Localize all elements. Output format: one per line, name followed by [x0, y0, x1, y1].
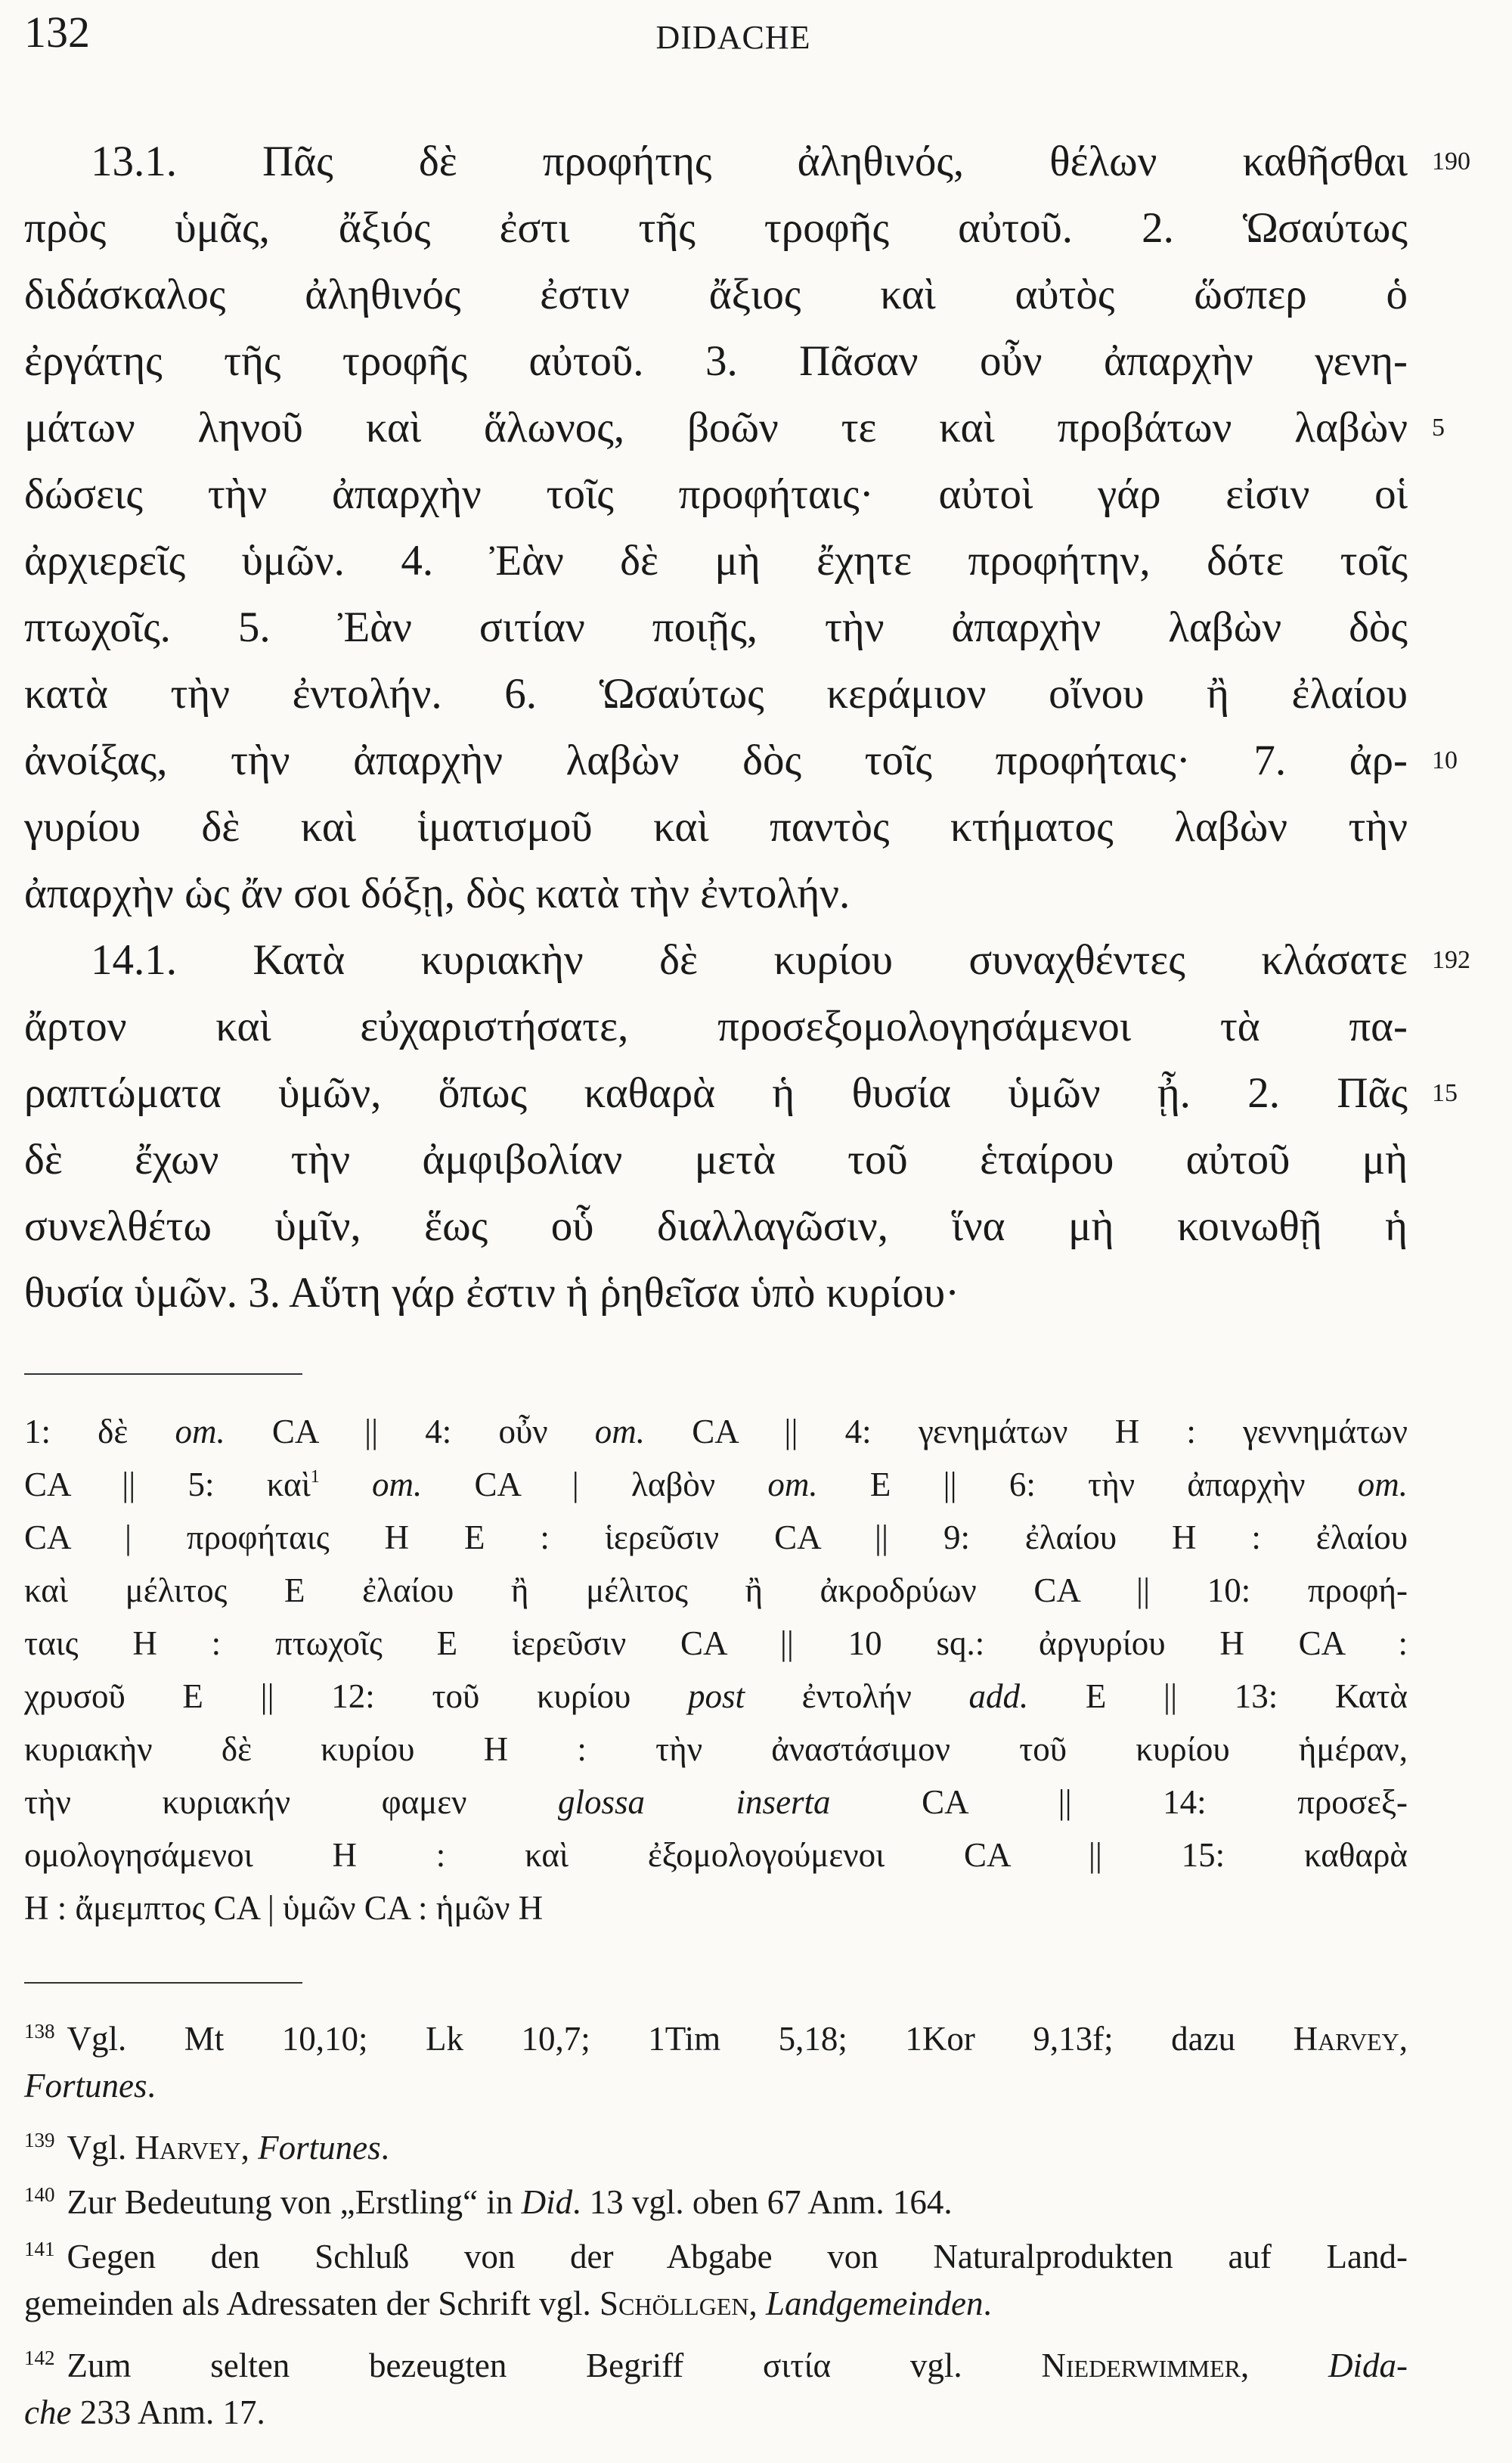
text-run: 233 Anm. 17. — [71, 2393, 265, 2431]
footnote-line — [24, 2058, 1408, 2113]
apparatus-separator — [24, 1373, 302, 1375]
text-run: , — [1241, 2347, 1329, 2384]
text-run: E || 13: Κατὰ — [1028, 1677, 1408, 1715]
critical-apparatus — [24, 1405, 1408, 1934]
author-name: Harvey — [1293, 2020, 1399, 2058]
apparatus-line — [24, 1723, 1408, 1776]
text-run: 1: δὲ — [24, 1413, 175, 1450]
italic-text: Did — [521, 2183, 573, 2221]
text-line — [24, 927, 1470, 994]
superscript: 1 — [310, 1467, 320, 1487]
apparatus-line — [24, 1511, 1408, 1564]
line-text: πρὸς ὑμᾶς, ἄξιός ἐστι τῆς τροφῆς αὐτοῦ. 2. Ὡσαύτως — [24, 204, 1408, 252]
text-line — [24, 661, 1408, 727]
footnotes — [24, 2004, 1408, 2440]
text-run: τὴν κυριακήν φαμεν — [24, 1783, 559, 1821]
italic-text: Fortunes — [24, 2067, 147, 2105]
text-line — [24, 461, 1408, 528]
text-line — [24, 328, 1408, 395]
margin-line-number: 15 — [1432, 1079, 1458, 1107]
text-run: . — [147, 2067, 156, 2105]
text-line — [24, 727, 1458, 794]
apparatus-line — [24, 1829, 1408, 1881]
text-run: κυριακὴν δὲ κυρίου H : τὴν ἀναστάσιμον τοῦ κυρίου ἡμέραν, — [24, 1730, 1408, 1768]
author-name: Schöllgen — [600, 2285, 749, 2322]
author-name: Harvey — [135, 2129, 241, 2167]
italic-text: om. — [1357, 1466, 1408, 1503]
text-run: CA | λαβὸν — [422, 1466, 768, 1503]
text-run: ταις H : πτωχοῖς E ἱερεῦσιν CA || 10 sq.: ἀργυρίου H CA : — [24, 1624, 1408, 1662]
apparatus-line — [24, 1776, 1408, 1829]
line-text: 13.1. Πᾶς δὲ προφήτης ἀληθινός, θέλων καθῆσθαι — [91, 138, 1408, 185]
footnote-number: 141 — [24, 2238, 55, 2260]
footnote-number: 139 — [24, 2129, 55, 2151]
text-run: , — [1399, 2020, 1408, 2058]
text-run — [320, 1466, 372, 1503]
text-line — [24, 1193, 1408, 1260]
line-text: ἀνοίξας, τὴν ἀπαρχὴν λαβὼν δὸς τοῖς προφήταις· 7. ἀρ- — [24, 737, 1408, 784]
line-text: πτωχοῖς. 5. Ἐὰν σιτίαν ποιῇς, τὴν ἀπαρχὴν λαβὼν δὸς — [24, 603, 1408, 651]
footnote-number: 140 — [24, 2183, 55, 2206]
text-run: . — [380, 2129, 389, 2167]
page-number: 132 — [24, 8, 90, 57]
text-run: . 13 vgl. oben 67 Anm. 164. — [572, 2183, 953, 2221]
margin-line-number: 10 — [1432, 746, 1458, 774]
text-run: gemeinden als Adressaten der Schrift vgl. — [24, 2285, 600, 2322]
text-line — [24, 129, 1470, 195]
apparatus-line — [24, 1670, 1408, 1723]
text-line — [24, 861, 1408, 927]
italic-text: che — [24, 2393, 72, 2431]
text-run: CA || 4: γενημάτων H : γεννημάτων — [645, 1413, 1408, 1450]
text-run: E || 6: τὴν ἀπαρχὴν — [817, 1466, 1358, 1503]
text-line — [24, 994, 1408, 1060]
text-line — [24, 262, 1408, 328]
text-run: ομολογησάμενοι H : καὶ ἐξομολογούμενοι CA || 15: καθαρὰ — [24, 1836, 1408, 1874]
line-text: δώσεις τὴν ἀπαρχὴν τοῖς προφήταις· αὐτοὶ γάρ εἰσιν οἱ — [24, 470, 1408, 518]
italic-text: Fortunes — [258, 2129, 381, 2167]
text-line — [24, 1127, 1408, 1193]
greek-main-text — [24, 129, 1470, 1326]
text-line — [24, 594, 1408, 661]
italic-text: om. — [372, 1466, 423, 1503]
text-run: , — [240, 2129, 259, 2167]
author-name: Niederwimmer — [1041, 2347, 1241, 2384]
line-text: διδάσκαλος ἀληθινός ἐστιν ἄξιος καὶ αὐτὸς ὥσπερ ὁ — [24, 271, 1408, 318]
line-text: ἐργάτης τῆς τροφῆς αὐτοῦ. 3. Πᾶσαν οὖν ἀπαρχὴν γενη- — [24, 337, 1408, 385]
margin-line-number: 5 — [1432, 414, 1445, 442]
apparatus-line — [24, 1405, 1408, 1458]
text-run: . — [983, 2285, 992, 2322]
footnote-number: 138 — [24, 2020, 55, 2043]
text-line — [24, 1260, 1408, 1326]
text-line — [24, 1060, 1458, 1127]
italic-text: om. — [175, 1413, 225, 1450]
footnote-line — [24, 2113, 1408, 2167]
apparatus-line — [24, 1617, 1408, 1670]
footnote-line — [24, 2167, 1408, 2222]
footnote-separator — [24, 1982, 302, 1984]
text-run: Zum selten bezeugten Begriff σιτία vgl. — [67, 2347, 1042, 2384]
line-text: δὲ ἔχων τὴν ἀμφιβολίαν μετὰ τοῦ ἑταίρου αὐτοῦ μὴ — [24, 1136, 1408, 1183]
line-text: συνελθέτω ὑμῖν, ἕως οὗ διαλλαγῶσιν, ἵνα μὴ κοινωθῇ ἡ — [24, 1202, 1408, 1250]
italic-text: add. — [968, 1677, 1029, 1715]
footnote-line — [24, 2004, 1408, 2058]
margin-line-number: 192 — [1432, 946, 1470, 974]
footnote-line — [24, 2276, 1408, 2331]
text-line — [24, 528, 1408, 594]
text-line — [24, 794, 1408, 861]
line-text: θυσία ὑμῶν. 3. Αὕτη γάρ ἐστιν ἡ ῥηθεῖσα ὑπὸ κυρίου· — [24, 1269, 960, 1317]
line-text: μάτων ληνοῦ καὶ ἅλωνος, βοῶν τε καὶ προβάτων λαβὼν — [24, 404, 1408, 451]
text-run: Gegen den Schluß von der Abgabe von Naturalprodukten auf Land- — [67, 2238, 1408, 2275]
italic-text: post — [687, 1677, 745, 1715]
line-text: κατὰ τὴν ἐντολήν. 6. Ὡσαύτως κεράμιον οἴνου ἢ ἐλαίου — [24, 670, 1408, 718]
text-run: χρυσοῦ E || 12: τοῦ κυρίου — [24, 1677, 688, 1715]
footnote-line — [24, 2385, 1408, 2440]
line-text: ἄρτον καὶ εὐχαριστήσατε, προσεξομολογησάμενοι τὰ πα- — [24, 1003, 1408, 1050]
italic-text: om. — [594, 1413, 646, 1450]
text-line — [24, 195, 1408, 262]
italic-text: Dida- — [1328, 2347, 1408, 2384]
text-run: ἐντολήν — [744, 1677, 969, 1715]
text-run: CA | προφήταις H E : ἱερεῦσιν CA || 9: ἐλαίου H : ἐλαίου — [24, 1518, 1408, 1556]
text-run: Zur Bedeutung von „Erstling“ in — [67, 2183, 522, 2221]
text-run: CA || 4: οὖν — [225, 1413, 595, 1450]
italic-text: Landgemeinden — [766, 2285, 984, 2322]
line-text: ἀρχιερεῖς ὑμῶν. 4. Ἐὰν δὲ μὴ ἔχητε προφήτην, δότε τοῖς — [24, 537, 1408, 585]
text-run: H : ἄμεμπτος CA | ὑμῶν CA : ἡμῶν H — [24, 1889, 544, 1927]
margin-line-number: 190 — [1432, 147, 1470, 175]
footnote-number: 142 — [24, 2347, 55, 2369]
text-run: Vgl. Mt 10,10; Lk 10,7; 1Tim 5,18; 1Kor 9,13f; dazu — [67, 2020, 1294, 2058]
text-run: Vgl. — [67, 2129, 135, 2167]
line-text: 14.1. Κατὰ κυριακὴν δὲ κυρίου συναχθέντες κλάσατε — [91, 936, 1408, 984]
footnote-line — [24, 2331, 1408, 2385]
text-run: καὶ μέλιτος E ἐλαίου ἢ μέλιτος ἢ ἀκροδρύων CA || 10: προφή- — [24, 1571, 1408, 1609]
italic-text: om. — [767, 1466, 818, 1503]
text-line — [24, 395, 1445, 461]
text-run: CA || 5: καὶ — [24, 1466, 311, 1503]
text-run: CA || 14: προσεξ- — [830, 1783, 1408, 1821]
text-run: , — [748, 2285, 766, 2322]
running-head: DIDACHE — [655, 19, 811, 56]
footnote-line — [24, 2222, 1408, 2276]
apparatus-line — [24, 1458, 1408, 1511]
line-text: ραπτώματα ὑμῶν, ὅπως καθαρὰ ἡ θυσία ὑμῶν ᾖ. 2. Πᾶς — [24, 1069, 1408, 1117]
italic-text: glossa inserta — [558, 1783, 831, 1821]
line-text: γυρίου δὲ καὶ ἱματισμοῦ καὶ παντὸς κτήματος λαβὼν τὴν — [24, 803, 1408, 851]
apparatus-line — [24, 1881, 1408, 1934]
line-text: ἀπαρχὴν ὡς ἄν σοι δόξῃ, δὸς κατὰ τὴν ἐντολήν. — [24, 870, 850, 917]
apparatus-line — [24, 1564, 1408, 1617]
